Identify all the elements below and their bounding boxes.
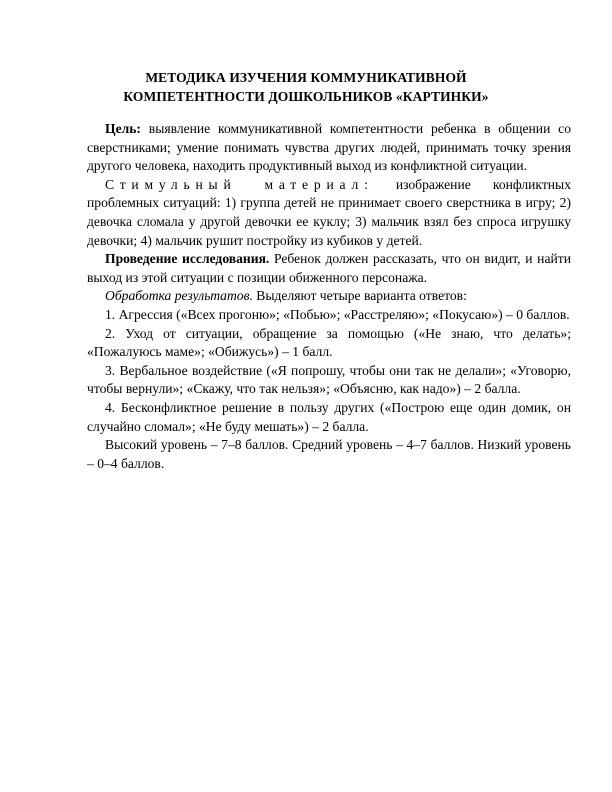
stimulus-text: изображение конфликтных проблемных ситуаций: 1) группа детей не принимает своего сверстника в игру; 2) девочка сломала у другой девочки ее куклу; 3) мальчик взял без спроса игрушку девочки; 4) мальчик рушит постройку из кубиков у детей. [87,176,571,248]
title-line-1: МЕТОДИКА ИЗУЧЕНИЯ КОММУНИКАТИВНОЙ [145,70,467,85]
procedure-text: Ребенок должен рассказать, что он видит, и найти выход из этой ситуации с позиции обиженного персонажа. [87,251,571,285]
processing-paragraph [87,287,571,306]
answer-item: 3. Вербальное воздействие («Я попрошу, чтобы они так не делали»; «Уговорю, чтобы вернули»; «Скажу, что так нельзя»; «Объясню, как надо») – 2 балла. [87,362,571,397]
goal-text: выявление коммуникативной компетентности ребенка в общении со сверстниками; умение понимать чувства других людей, принимать точку зрения другого человека, находить продуктивный выход из конфликтной ситуации. [87,121,571,174]
processing-label: Обработка результатов. [105,288,253,304]
goal-label: Цель: [105,121,141,136]
answer-item: 1. Агрессия («Всех прогоню»; «Побью»; «Расстреляю»; «Покусаю») – 0 баллов. [105,306,570,322]
levels-paragraph: Высокий уровень – 7–8 баллов. Средний уровень – 4–7 баллов. Низкий уровень – 0–4 баллов. [87,437,571,471]
answer-item: 4. Бесконфликтное решение в пользу других («Построю еще один домик, он случайно сломал»; «Не буду мешать») – 2 балла. [87,399,571,434]
procedure-label: Проведение исследования. [105,251,270,267]
stimulus-label: Стимульный материал: [105,176,374,192]
answer-item: 2. Уход от ситуации, обращение за помощью («Не знаю, что делать»; «Пожалуюсь маме»; «Обижусь») – 1 балл. [87,325,571,360]
title-line-2: КОМПЕТЕНТНОСТИ ДОШКОЛЬНИКОВ «КАРТИНКИ» [123,89,489,104]
document-body [87,120,571,473]
goal-paragraph [87,120,571,176]
processing-text: Выделяют четыре варианта ответов: [252,288,467,304]
procedure-paragraph [87,250,571,287]
stimulus-paragraph [87,176,571,250]
